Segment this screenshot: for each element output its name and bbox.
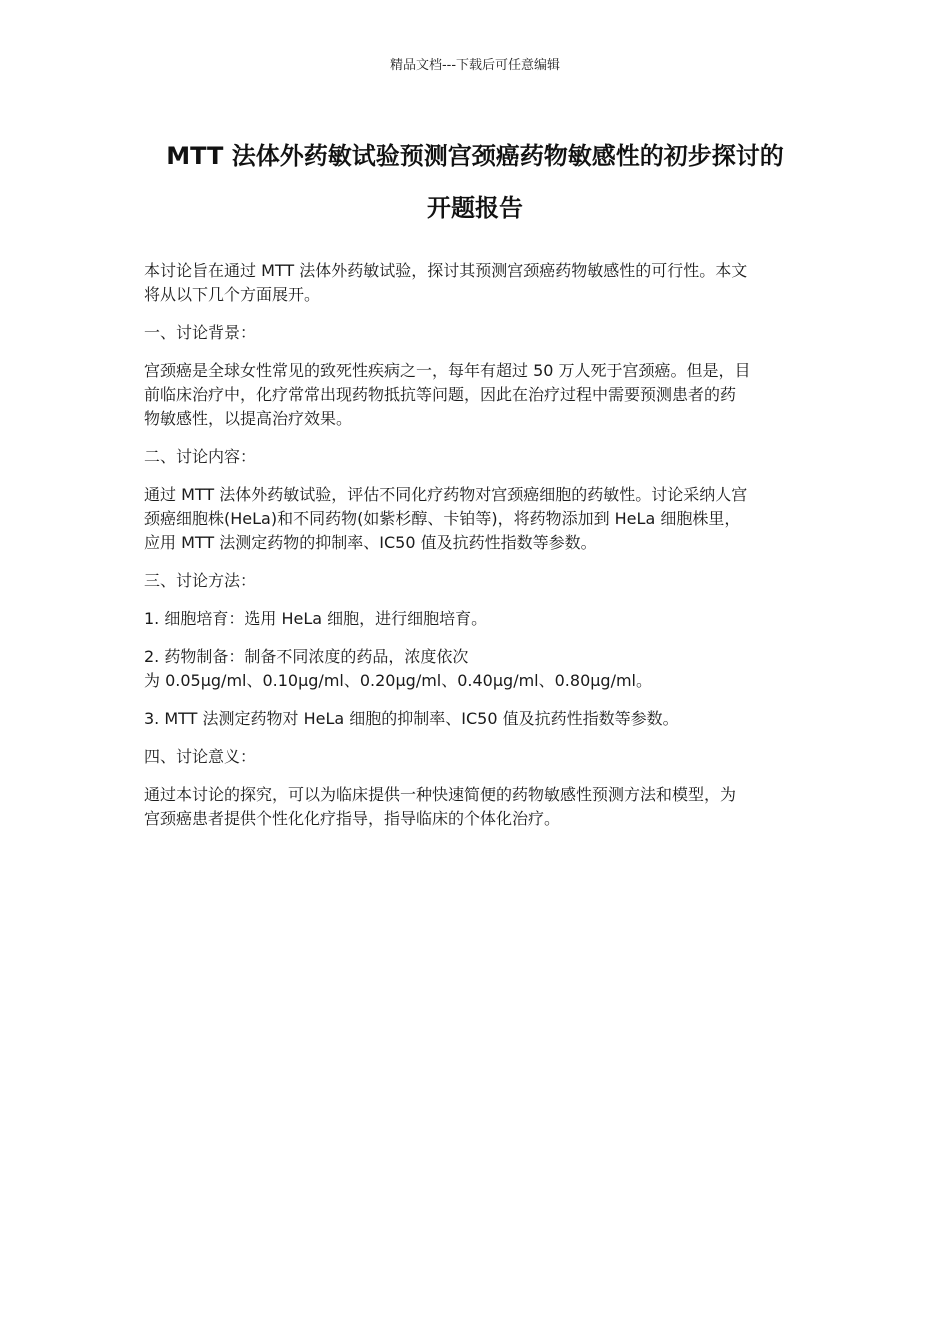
page-header: 精品文档---下载后可任意编辑 — [389, 58, 561, 73]
title-line: MTT 法体外药敏试验预测宫颈癌药物敏感性的初步探讨的 — [166, 142, 784, 170]
content-paragraph — [144, 483, 806, 555]
section-heading-background: 一、讨论背景： — [144, 323, 257, 342]
document-title — [100, 130, 850, 234]
text-line: 宫颈癌患者提供个性化化疗指导，指导临床的个体化治疗。 — [144, 809, 561, 828]
text-line: 前临床治疗中，化疗常常出现药物抵抗等问题，因此在治疗过程中需要预测患者的药 — [144, 385, 737, 404]
text-line: 颈癌细胞株(HeLa)和不同药物(如紫杉醇、卡铂等)，将药物添加到 HeLa 细胞株里， — [144, 509, 741, 528]
section-heading-content: 二、讨论内容： — [144, 447, 257, 466]
title-line: 开题报告 — [427, 194, 523, 222]
method-item-1: 1. 细胞培育：选用 HeLa 细胞，进行细胞培育。 — [144, 609, 488, 628]
background-paragraph — [144, 359, 806, 431]
text-line: 通过 MTT 法体外药敏试验，评估不同化疗药物对宫颈癌细胞的药敏性。讨论采纳人宫 — [144, 485, 748, 504]
intro-paragraph — [144, 259, 806, 307]
text-line: 应用 MTT 法测定药物的抑制率、IC50 值及抗药性指数等参数。 — [144, 533, 597, 552]
method-item-2 — [144, 645, 806, 693]
text-line: 通过本讨论的探究，可以为临床提供一种快速简便的药物敏感性预测方法和模型，为 — [144, 785, 737, 804]
text-line: 物敏感性，以提高治疗效果。 — [144, 409, 353, 428]
text-line: 为 0.05μg/ml、0.10μg/ml、0.20μg/ml、0.40μg/ml、0.80μg/ml。 — [144, 671, 653, 690]
text-line: 本讨论旨在通过 MTT 法体外药敏试验，探讨其预测宫颈癌药物敏感性的可行性。本文 — [144, 261, 748, 280]
significance-paragraph — [144, 783, 806, 831]
section-heading-significance: 四、讨论意义： — [144, 747, 257, 766]
section-heading-methods: 三、讨论方法： — [144, 571, 257, 590]
document-body — [144, 259, 806, 845]
method-item-3: 3. MTT 法测定药物对 HeLa 细胞的抑制率、IC50 值及抗药性指数等参数。 — [144, 709, 679, 728]
text-line: 2. 药物制备：制备不同浓度的药品，浓度依次 — [144, 647, 469, 666]
text-line: 宫颈癌是全球女性常见的致死性疾病之一，每年有超过 50 万人死于宫颈癌。但是，目 — [144, 361, 751, 380]
text-line: 将从以下几个方面展开。 — [144, 285, 321, 304]
